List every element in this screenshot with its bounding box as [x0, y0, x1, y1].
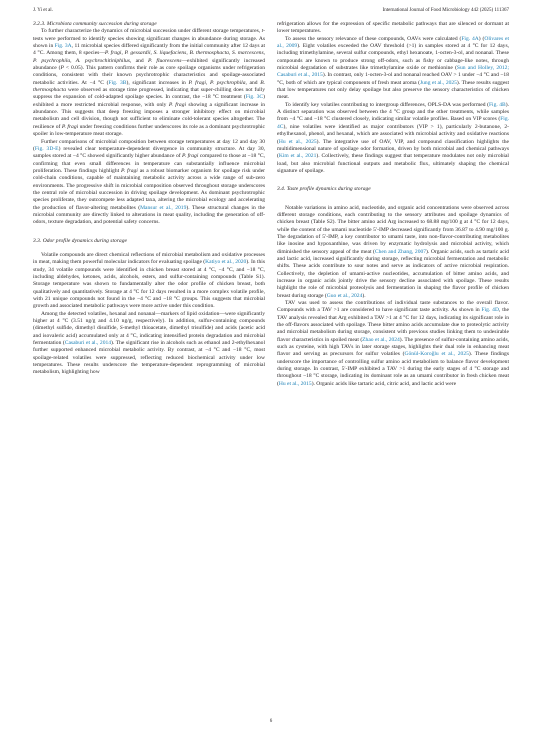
citation-link[interactable]: Fig. 4D — [481, 307, 499, 314]
text-run: showing a significant increase in abundance. This suggests that deep freezing imposes a stronger inhibitory effect on microbial metabolism and cell division, though not sufficient to eliminate cold-tolerant species altogether. The resilience of — [33, 101, 266, 130]
citation-link[interactable]: Hu et al., 2015 — [278, 380, 312, 387]
right-column — [277, 21, 509, 388]
text-run: To assess the sensory relevance of these compounds, OAVs were calculated ( — [285, 35, 462, 42]
running-header — [33, 8, 509, 18]
citation-link[interactable]: Fig. 3D-E — [34, 145, 59, 152]
citation-link[interactable]: Fig. 4B — [488, 101, 506, 108]
two-column-body — [33, 21, 509, 388]
section-heading-3-3: 3.3. Odor profile dynamics during storage — [33, 237, 127, 244]
text-run: Among the detected volatiles, hexanal and nonanal—markers of lipid oxidation—were significantly higher at 4 °C (3.51 ng/g and 4.10 ng/g, respectively). In addition, sulfur-containing compounds (dimethyl sulfide, dimethyl disulfide, — [33, 310, 265, 332]
text-run: ). In this study, 34 volatile compounds were identified in chicken breast stored at 4 °C, −4 °C, and −18 °C, including aldehydes, ketones, acids, alcohols, esters, and sulfur-containing compounds (Table S1). Storage temperature was shown to fundamentally alter the odor profile of chicken breast, both qualitatively and quantitatively. Storage at 4 °C for 12 days resulted in a more complex volatile profile, with 21 unique compounds not found in the −4 °C and −18 °C groups. This suggests that microbial growth and associated metabolic pathways were more active under this condition. — [33, 259, 265, 310]
citation-link[interactable]: Chen and Zhang, 2007 — [374, 248, 427, 255]
text-run: ). The integrative use of OAV, VIP, and compound classification highlights the multidimensional nature of spoilage odor formation, driven by both microbial and chemical pathways ( — [277, 138, 509, 160]
header-journal: International Journal of Food Microbiology 442 (2025) 111367 — [382, 8, 509, 13]
italic-text: P. fragi — [61, 123, 79, 130]
text-run: ) ( — [478, 35, 485, 42]
citation-link[interactable]: Sun and Holley, 2012; Casaburi et al., 2015 — [277, 65, 509, 79]
text-run: -tests were performed to identify species showing significant changes in abundance during storage. As shown in — [33, 28, 265, 50]
text-run: ). These results suggest that low temperatures not only delay spoilage but also preserve the sensory characteristics of chicken meat. — [277, 79, 509, 101]
text-run: ). The presence of sulfur-containing amino acids, such as cysteine, with high TAVs in later storage stages, highlights their dual role in enhancing meat flavor and serving as precursors for sulfur volatiles ( — [277, 336, 509, 358]
paragraph — [277, 36, 509, 102]
text-run: refrigeration allows for the expression of specific metabolic pathways that are silenced or dormant at lower temperatures. — [277, 21, 509, 35]
paragraph — [277, 205, 509, 300]
paragraph — [33, 139, 265, 227]
text-run: ). Organic acids, such as tartaric acid and lactic acid, increased significantly during storage, reflecting microbial fermentation and metabolic shifts. These acids contribute to sour notes and serve as indicators of active microbial respiration. Collectively, the depletion of umami-active nucleotides, accumulation of bitter amino acids, and increase in organic acids jointly drive the sensory decline associated with spoilage. These results highlight the role of microbial proteolysis and fermentation in shaping the flavor profile of chicken breast during storage ( — [277, 248, 510, 299]
text-run: Notable variations in amino acid, nucleotide, and organic acid concentrations were observed across different storage conditions, each contributing to the sensory attributes and spoilage dynamics of chicken breast (Table S2). The bitter amino acid Arg increased to 68.88 mg/100 g at 4 °C for 12 days, while the content of the umami nucleotide 5′-IMP decreased significantly from 36.87 to 4.90 mg/100 g. The degradation of 5′-IMP, a key contributor to umami taste, into non-flavor-contributing metabolites like inosine and hypoxanthine, was driven by enzymatic hydrolysis and microbial activity, which diminished the sensory appeal of the meat ( — [277, 204, 509, 255]
text-run: , the TAV analysis revealed that Arg exhibited a TAV >1 at 4 °C for 12 days, indicating its significant role in the off-flavors associated with spoilage. These bitter amino acids accumulate due to proteolytic activity and microbial metabolism during storage, consistent with previous studies linking them to undesirable flavor characteristics in spoiled meat ( — [277, 307, 509, 343]
citation-link[interactable]: Katiyo et al., 2020 — [205, 259, 247, 266]
citation-link[interactable]: Fig. 3C — [245, 94, 264, 101]
paragraph — [33, 252, 265, 311]
text-run: ). — [362, 292, 366, 299]
italic-text: t — [261, 28, 264, 35]
text-run: ), significant increases in — [126, 79, 189, 86]
italic-text: P. fragi — [182, 153, 199, 160]
text-run: ). Collectively, these findings suggest that temperature modulates not only microbial load, but also microbial functional outputs and metabolic flux, ultimately shaping the chemical signature of spoilage. — [277, 153, 509, 174]
text-run: , 11 microbial species differed significantly from the initial community after 12 days at 4 °C. Among them, 8 species— — [33, 43, 266, 57]
citation-link[interactable]: Hu et al., 2025 — [278, 138, 317, 145]
text-run: ) revealed clear temperature-dependent divergence in community structure. At day 30, samples stored at −4 °C showed significantly higher abundance of — [33, 145, 265, 160]
text-run: ) exhibited a more restricted microbial response, with only — [33, 94, 265, 108]
citation-link[interactable]: Fig. 3A — [54, 43, 72, 50]
text-run: Further comparisons of microbial composition between storage temperatures at day 12 and day 30 ( — [33, 138, 265, 152]
italic-text: S — [119, 325, 123, 332]
text-run: were observed as storage time progressed, indicating that super-chilling does not fully suppress the expansion of cold-adapted spoilage species. In contrast, the −18 °C treatment ( — [33, 87, 265, 101]
italic-text: B. thermosphacta — [33, 79, 265, 94]
citation-link[interactable]: Mansur et al., 2019 — [140, 204, 187, 211]
text-run: TAV was used to assess the contributions of individual taste substances to the overall flavor. Compounds with a TAV >1 are considered to have significant taste activity. As shown in — [277, 300, 509, 314]
section-heading-3-2-3: 3.2.3. Microbiota community succession during storage — [33, 21, 157, 27]
text-run: Volatile compounds are direct chemical reflections of microbial metabolism and oxidative processes in meat, making them powerful molecular indicators for evaluating spoilage ( — [33, 251, 265, 266]
text-run: To identify key volatiles contributing to intergroup differences, OPLS-DA was performed ( — [285, 101, 489, 108]
text-run: ). The significant rise in alcohols such as ethanol and 2-ethylhexanol further supported enhanced microbial metabolic activity. By contrast, at −4 °C and −18 °C, most spoilage-related volatiles were suppressed, reflecting reduced biochemical activity under low temperatures. These results underscore the temperature-dependent reprogramming of microbial metabolism, highlighting how — [33, 340, 265, 376]
citation-link[interactable]: Jung et al., 2025 — [419, 79, 457, 86]
text-run: ). In contrast, only 1-octen-3-ol and nonanal reached OAV > 1 under −4 °C and −18 °C, both of which are typical components of fresh meat aroma ( — [277, 72, 509, 86]
paragraph — [277, 21, 509, 36]
paragraph — [277, 300, 509, 388]
text-run: ). Eight volatiles exceeded the OAV threshold (>1) in samples stored at 4 °C for 12 days, including trimethylamine, several sulfur compounds, ethyl hexanoate, 1-octen-3-ol, and nonanal. These compounds are known to produce strong off-odors, such as fishy or cabbage-like notes, through microbial degradation of substrates like trimethylamine oxide or methionine ( — [277, 43, 509, 72]
italic-text: P. fragi, P. gessardii, S. liquefaciens, B. thermosphacta, S. marcescens, P. psychrophila, A. psychrochitiniphilus, — [33, 50, 265, 64]
text-run: -methyl thioacetate, dimethyl trisulfide) and acids (acetic acid and isovaleric acid) accumulated only at 4 °C, indicating intensified protein degradation and microbial fermentation ( — [33, 325, 265, 347]
citation-link[interactable]: Fig. 4C — [277, 116, 509, 130]
italic-text: P — [60, 65, 64, 72]
text-run: ). A distinct separation was observed between the 4 °C group and the other treatments, while samples from −4 °C and −18 °C clustered closely, indicating similar volatile profiles. Based on VIP scores ( — [277, 101, 509, 123]
text-run: < 0.05). This pattern confirms their role as core spoilage organisms under refrigeration conditions, consistent with their known psychrotrophic characteristics and spoilage-associated metabolic activities. At −4 °C ( — [33, 65, 266, 86]
paragraph — [277, 102, 509, 175]
text-run: and — [131, 57, 149, 64]
citation-link[interactable]: Kim et al., 2021 — [278, 153, 317, 160]
paragraph — [33, 311, 265, 377]
section-heading-3-4: 3.4. Taste profile dynamics during storage — [277, 186, 371, 193]
text-run: —exhibited significantly increased abundance ( — [33, 57, 265, 72]
text-run: To further characterize the dynamics of microbial succession under different storage temperatures, — [41, 28, 262, 35]
citation-link[interactable]: Gönül-Koroğlu et al., 2025 — [404, 351, 469, 358]
citation-link[interactable]: Fig. 3B — [108, 79, 127, 86]
citation-link[interactable]: Guo et al., 2024 — [326, 292, 363, 299]
text-run: ). These structural changes in the microbial community are directly linked to alterations in meat quality, including the generation of off-odors, texture degradation, and potential safety concerns. — [33, 204, 265, 226]
italic-text: P. fluorescens — [148, 57, 182, 64]
citation-link[interactable]: Olivares et al., 2009 — [277, 35, 510, 50]
text-run: as a robust biomarker organism for spoilage risk under cold-chain conditions, capable of maintaining metabolic activity across a wide range of sub-zero environments. The progressive shift in microbial composition observed throughout storage underscores the central role of microbial succession in driving spoilage development. As dominant psychrotrophic species proliferate, they outcompete less adapted taxa, altering the microbial ecology and accelerating the production of flavor-altering metabolites ( — [33, 167, 266, 211]
left-column — [33, 21, 265, 388]
italic-text: P. fragi — [121, 167, 138, 174]
header-author: J. Yi et al. — [33, 8, 53, 13]
citation-link[interactable]: Fig. 4A — [461, 35, 479, 42]
page-number: 6 — [269, 719, 273, 724]
text-run: ). These findings underscore the importance of controlling sulfur amino acid metabolism to balance flavor development during storage. In contrast, 5′-IMP exhibited a TAV >1 during the early stages of 4 °C storage and throughout −18 °C storage, indicating its dominant role as an umami contributor in fresh chicken meat ( — [277, 351, 509, 387]
text-run: ). Organic acids like tartaric acid, citric acid, and lactic acid were — [311, 380, 457, 387]
citation-link[interactable]: Zhao et al., 2024 — [362, 336, 400, 343]
paragraph — [33, 28, 265, 138]
text-run: under freezing conditions further underscores its role as a dominant psychrotrophic spoiler in low-temperature meat storage. — [33, 123, 266, 138]
text-run: ), nine volatiles were identified as major contributors (VIP > 1), particularly 2-butanone, 2-ethylhexanol, phenol, and hexanal, which are associated with microbial activity and oxidative reactions ( — [277, 123, 509, 145]
italic-text: P. fragi — [168, 101, 187, 108]
citation-link[interactable]: Casaburi et al., 2014 — [64, 340, 112, 347]
text-run: and — [246, 79, 261, 86]
text-run: compared to those at −18 °C, confirming that even small differences in temperature can substantially influence microbial proliferation. These findings highlight — [33, 153, 265, 174]
italic-text: P. fragi, P. psychrophila, — [188, 79, 247, 86]
